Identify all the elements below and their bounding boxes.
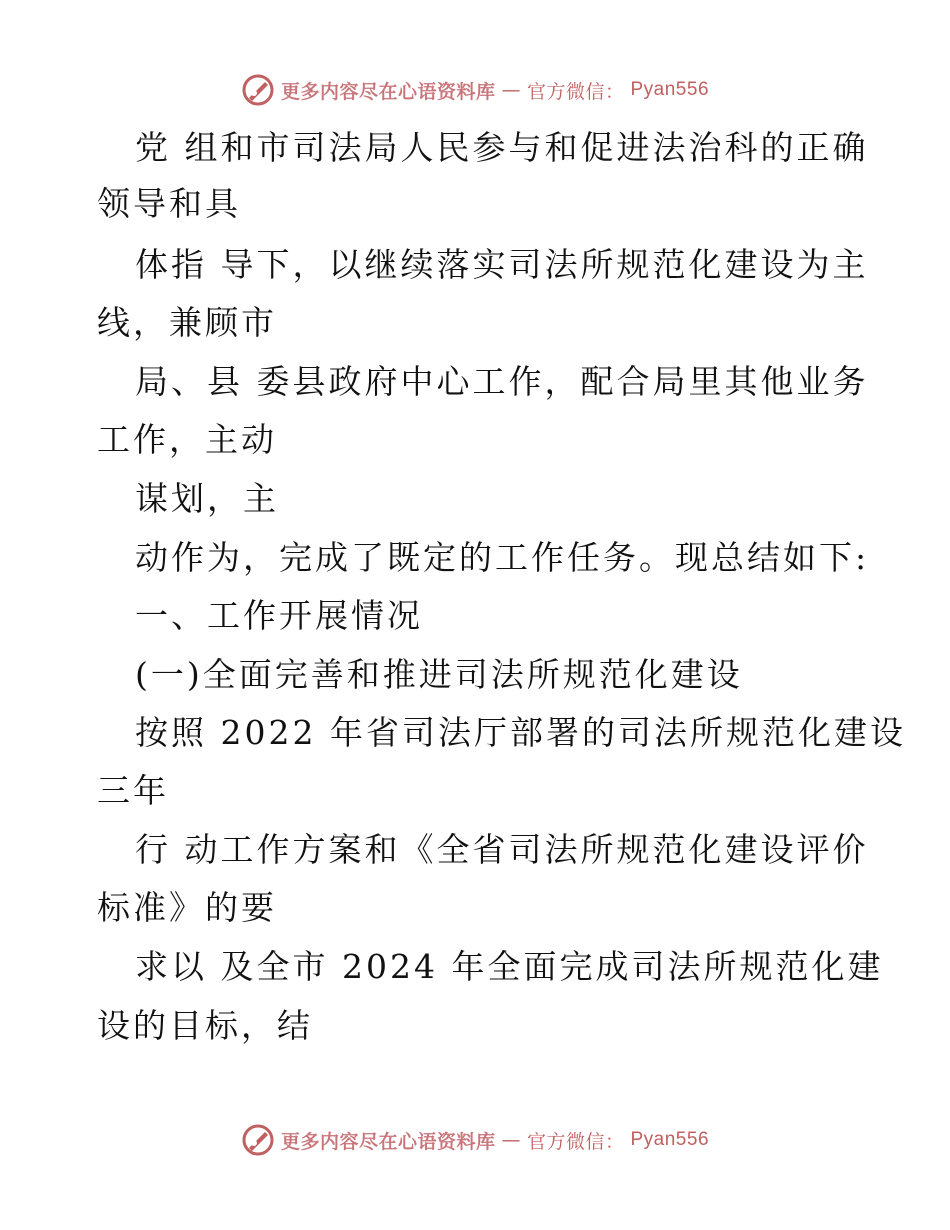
banner-sub-text: 官方微信： [526, 1130, 625, 1153]
text-line: 领导和具 [97, 184, 241, 223]
footer-banner [0, 1120, 950, 1160]
section-heading: 一、工作开展情况 [135, 596, 423, 635]
pen-circle-logo-icon [241, 1123, 275, 1157]
text-line: 线，兼顾市 [97, 303, 277, 342]
pen-circle-logo-icon [241, 73, 275, 107]
text-line: 动作为，完成了既定的工作任务。现总结如下: [135, 538, 870, 577]
banner-main-text: 更多内容尽在心语资料库 [280, 1130, 496, 1153]
text-line: 三年 [97, 771, 169, 810]
text-line: 工作，主动 [97, 420, 277, 459]
text-line: 标准》的要 [97, 888, 277, 927]
text-line: 体指 导下，以继续落实司法所规范化建设为主 [135, 245, 869, 284]
text-line: 局、县 委县政府中心工作，配合局里其他业务 [135, 362, 869, 401]
banner-main-text: 更多内容尽在心语资料库 [280, 80, 496, 103]
text-line: 求以 及全市 2024 年全面完成司法所规范化建 [135, 947, 884, 986]
banner-separator: — [501, 1129, 521, 1151]
banner-wechat-id: Pyan556 [630, 79, 710, 100]
banner-sub-text: 官方微信： [526, 80, 625, 103]
text-line: 行 动工作方案和《全省司法所规范化建设评价 [135, 830, 869, 869]
text-line: 党 组和市司法局人民参与和促进法治科的正确 [135, 128, 869, 167]
header-banner [0, 70, 950, 110]
text-line: 设的目标，结 [97, 1006, 313, 1045]
banner-wechat-id: Pyan556 [630, 1129, 710, 1150]
subsection-heading: (一)全面完善和推进司法所规范化建设 [135, 655, 743, 694]
banner-separator: — [501, 79, 521, 101]
text-line: 谋划，主 [135, 479, 279, 518]
text-line: 按照 2022 年省司法厅部署的司法所规范化建设 [135, 713, 906, 752]
